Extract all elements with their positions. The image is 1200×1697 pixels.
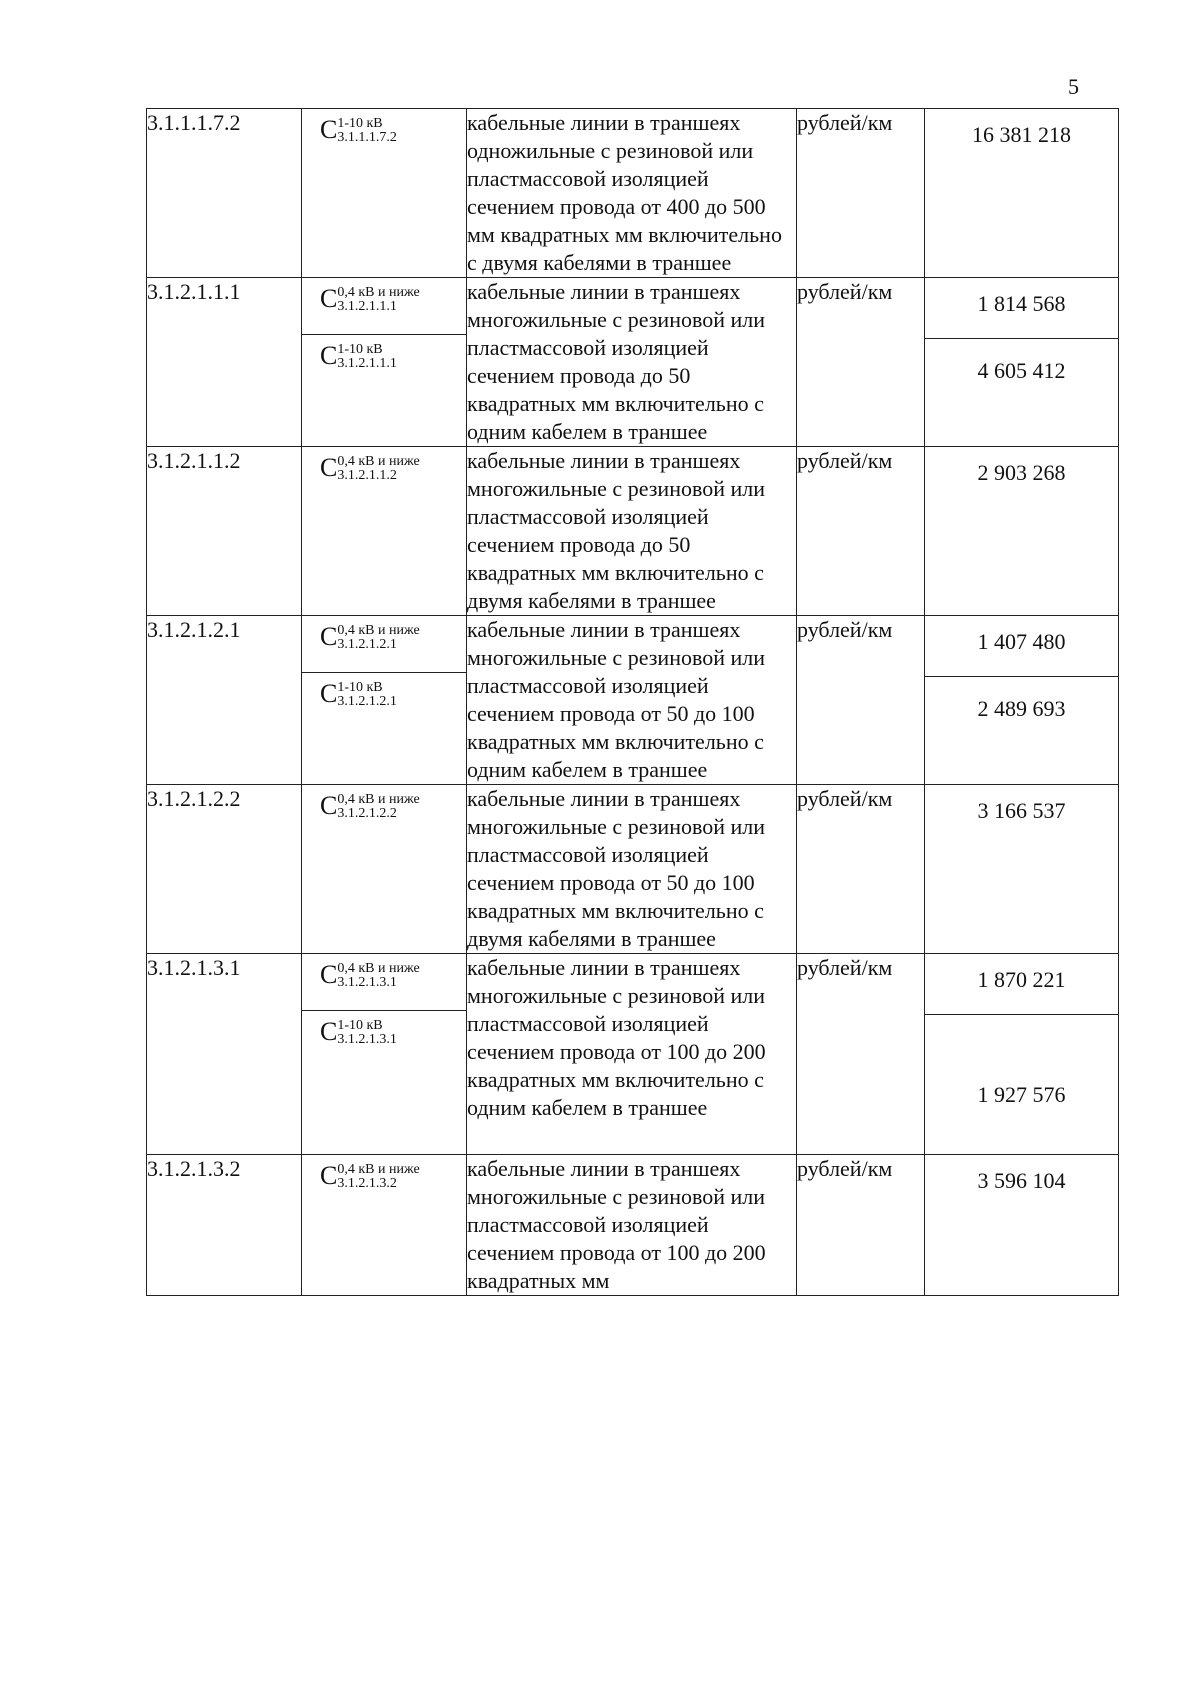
- rate-symbol-index: 3.1.2.1.1.1: [337, 356, 397, 371]
- table-row: [147, 447, 1119, 616]
- row-description: кабельные линии в траншеях многожильные с резиновой или пластмассовой изоляцией сечением провода до 50 квадратных мм включительно с двумя кабелями в траншее: [467, 447, 797, 616]
- rate-symbol: [302, 954, 466, 1010]
- rate-value-cell: [925, 447, 1119, 616]
- rate-symbol-indices: [337, 1019, 397, 1047]
- rate-symbol-voltage: 1-10 кВ: [337, 342, 383, 357]
- row-unit: рублей/км: [797, 447, 925, 616]
- rate-symbol: [302, 1155, 466, 1211]
- rate-symbol: [302, 785, 466, 841]
- rate-value: 3 596 104: [977, 1168, 1066, 1193]
- rate-symbol-voltage: 1-10 кВ: [337, 680, 383, 695]
- rate-symbol-index: 3.1.2.1.2.2: [337, 806, 397, 821]
- table-row: [147, 1155, 1119, 1296]
- rate-symbol-base: C: [320, 960, 338, 989]
- rate-value: 1 870 221: [977, 967, 1066, 992]
- row-unit: рублей/км: [797, 616, 925, 785]
- rates-table: [146, 108, 1119, 1296]
- row-description: кабельные линии в траншеях одножильные с резиновой или пластмассовой изоляцией сечением провода от 400 до 500 мм квадратных мм включительно с двумя кабелями в траншее: [467, 109, 797, 278]
- rate-symbol-voltage: 0,4 кВ и ниже: [337, 961, 420, 976]
- rate-value-cell: [925, 109, 1119, 278]
- row-description: кабельные линии в траншеях многожильные с резиновой или пластмассовой изоляцией сечением провода от 50 до 100 квадратных мм включительно с двумя кабелями в траншее: [467, 785, 797, 954]
- row-description: кабельные линии в траншеях многожильные с резиновой или пластмассовой изоляцией сечением провода от 100 до 200 квадратных мм включительно с одним кабелем в траншее: [467, 954, 797, 1155]
- rate-symbol-base: C: [320, 679, 338, 708]
- rate-value: 2 489 693: [925, 676, 1118, 738]
- rate-symbol-cell: [302, 278, 467, 447]
- rate-symbol-indices: [337, 1163, 419, 1191]
- page-number: 5: [1068, 74, 1079, 99]
- rate-symbol-index: 3.1.2.1.3.2: [337, 1176, 397, 1191]
- rate-symbol: [302, 278, 466, 334]
- table-row: [147, 785, 1119, 954]
- table-row: [147, 616, 1119, 785]
- rate-symbol-base: C: [320, 1161, 338, 1190]
- rate-value: 16 381 218: [972, 122, 1071, 147]
- rate-symbol-voltage: 0,4 кВ и ниже: [337, 1162, 420, 1177]
- rate-symbol-cell: [302, 785, 467, 954]
- rate-symbol-index: 3.1.2.1.2.1: [337, 694, 397, 709]
- rate-symbol-cell: [302, 109, 467, 278]
- rate-symbol-index: 3.1.2.1.3.1: [337, 975, 397, 990]
- rates-table-body: [147, 109, 1119, 1296]
- rate-symbol-indices: [337, 962, 419, 990]
- rate-symbol-indices: [337, 286, 419, 314]
- rate-value: 1 407 480: [977, 629, 1066, 654]
- table-row: [147, 278, 1119, 447]
- row-code: 3.1.2.1.1.2: [147, 447, 302, 616]
- row-description: кабельные линии в траншеях многожильные с резиновой или пластмассовой изоляцией сечением провода до 50 квадратных мм включительно с одним кабелем в траншее: [467, 278, 797, 447]
- rate-symbol: [302, 334, 466, 390]
- rate-value: 1 814 568: [977, 291, 1066, 316]
- rate-value-cell: [925, 785, 1119, 954]
- rate-symbol-indices: [337, 681, 397, 709]
- row-unit: рублей/км: [797, 1155, 925, 1296]
- rate-symbol-cell: [302, 1155, 467, 1296]
- rate-symbol-base: C: [320, 115, 338, 144]
- rate-value-cell: [925, 954, 1119, 1155]
- row-code: 3.1.1.1.7.2: [147, 109, 302, 278]
- row-code: 3.1.2.1.1.1: [147, 278, 302, 447]
- rate-symbol: [302, 672, 466, 728]
- rate-symbol-voltage: 1-10 кВ: [337, 116, 383, 131]
- row-unit: рублей/км: [797, 278, 925, 447]
- rate-symbol-voltage: 0,4 кВ и ниже: [337, 792, 420, 807]
- rate-symbol-voltage: 1-10 кВ: [337, 1018, 383, 1033]
- rate-symbol-base: C: [320, 791, 338, 820]
- rate-symbol: [302, 616, 466, 672]
- row-unit: рублей/км: [797, 954, 925, 1155]
- row-code: 3.1.2.1.3.1: [147, 954, 302, 1155]
- rate-symbol-voltage: 0,4 кВ и ниже: [337, 623, 420, 638]
- rate-symbol-voltage: 0,4 кВ и ниже: [337, 454, 420, 469]
- rate-symbol: [302, 1010, 466, 1066]
- rate-symbol-base: C: [320, 284, 338, 313]
- rate-symbol-index: 3.1.2.1.2.1: [337, 637, 397, 652]
- row-description: кабельные линии в траншеях многожильные с резиновой или пластмассовой изоляцией сечением провода от 50 до 100 квадратных мм включительно с одним кабелем в траншее: [467, 616, 797, 785]
- rate-symbol-cell: [302, 954, 467, 1155]
- row-unit: рублей/км: [797, 109, 925, 278]
- rate-symbol-cell: [302, 616, 467, 785]
- rate-symbol-voltage: 0,4 кВ и ниже: [337, 285, 420, 300]
- rate-symbol-index: 3.1.2.1.3.1: [337, 1032, 397, 1047]
- rate-value: 1 927 576: [925, 1014, 1118, 1154]
- table-row: [147, 954, 1119, 1155]
- row-code: 3.1.2.1.2.2: [147, 785, 302, 954]
- rate-symbol-indices: [337, 793, 419, 821]
- rate-symbol-base: C: [320, 622, 338, 651]
- rate-symbol-indices: [337, 624, 419, 652]
- rate-symbol-index: 3.1.2.1.1.1: [337, 299, 397, 314]
- rate-symbol-indices: [337, 343, 397, 371]
- table-row: [147, 109, 1119, 278]
- rate-symbol-index: 3.1.2.1.1.2: [337, 468, 397, 483]
- rate-value-cell: [925, 1155, 1119, 1296]
- rate-value-cell: [925, 616, 1119, 785]
- rate-symbol-base: C: [320, 1017, 338, 1046]
- rate-value: 2 903 268: [977, 460, 1066, 485]
- rate-symbol-index: 3.1.1.1.7.2: [337, 130, 397, 145]
- rate-value: 3 166 537: [977, 798, 1066, 823]
- rate-value-cell: [925, 278, 1119, 447]
- rate-symbol-base: C: [320, 341, 338, 370]
- rate-symbol: [302, 447, 466, 503]
- rate-symbol-indices: [337, 455, 419, 483]
- rate-symbol: [302, 109, 466, 165]
- row-description: кабельные линии в траншеях многожильные с резиновой или пластмассовой изоляцией сечением провода от 100 до 200 квадратных мм: [467, 1155, 797, 1296]
- rate-symbol-indices: [337, 117, 397, 145]
- row-unit: рублей/км: [797, 785, 925, 954]
- row-code: 3.1.2.1.2.1: [147, 616, 302, 785]
- rate-symbol-base: C: [320, 453, 338, 482]
- rate-value: 4 605 412: [925, 338, 1118, 400]
- row-code: 3.1.2.1.3.2: [147, 1155, 302, 1296]
- rate-symbol-cell: [302, 447, 467, 616]
